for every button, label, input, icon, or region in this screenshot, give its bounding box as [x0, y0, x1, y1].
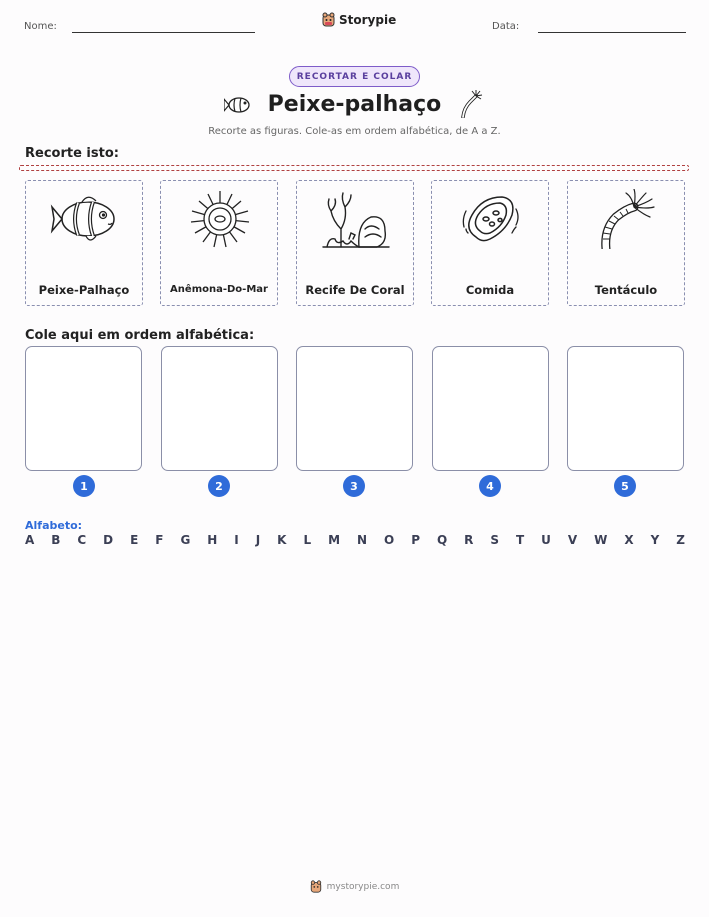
alphabet-row	[25, 533, 685, 547]
footer-url[interactable]: mystorypie.com	[326, 881, 400, 892]
alphabet-letter: P	[411, 533, 420, 547]
card-label: Peixe-Palhaço	[38, 283, 130, 297]
alphabet-letter: Q	[436, 533, 448, 547]
paste-box-2[interactable]	[161, 346, 278, 471]
card-label: Recife De Coral	[305, 283, 405, 297]
brand-logo	[322, 12, 396, 27]
alphabet-label: Alfabeto:	[25, 519, 83, 532]
alphabet-letter: B	[51, 533, 61, 547]
paste-box-1[interactable]	[25, 346, 142, 471]
tentacle-icon	[592, 189, 662, 249]
alphabet-letter: T	[515, 533, 525, 547]
alphabet-letter: D	[103, 533, 114, 547]
storypie-mascot-icon	[310, 880, 322, 893]
alphabet-letter: K	[277, 533, 287, 547]
alphabet-letter: F	[155, 533, 164, 547]
food-icon	[456, 189, 526, 249]
position-number: 1	[73, 475, 95, 497]
cutout-card-recife-de-coral[interactable]	[296, 180, 414, 306]
paste-box-3[interactable]	[296, 346, 413, 471]
alphabet-letter: V	[567, 533, 578, 547]
position-number: 5	[614, 475, 636, 497]
card-label: Anêmona-Do-Mar	[170, 284, 268, 295]
name-line[interactable]	[72, 32, 255, 33]
storypie-mascot-icon	[322, 12, 335, 27]
paste-section-label: Cole aqui em ordem alfabética:	[25, 328, 255, 343]
alphabet-letter: U	[541, 533, 551, 547]
name-label: Nome:	[24, 21, 57, 32]
alphabet-letter: X	[624, 533, 634, 547]
alphabet-letter: J	[255, 533, 261, 547]
activity-type-badge: RECORTAR E COLAR	[289, 66, 420, 87]
alphabet-letter: E	[130, 533, 139, 547]
tentacle-title-icon	[458, 90, 484, 118]
cutout-card-peixe-palhaco[interactable]	[25, 180, 143, 306]
alphabet-letter: M	[328, 533, 341, 547]
footer	[0, 880, 709, 893]
alphabet-letter: C	[77, 533, 87, 547]
date-label: Data:	[492, 21, 520, 32]
position-number: 2	[208, 475, 230, 497]
coral-reef-icon	[321, 189, 391, 251]
alphabet-letter: A	[25, 533, 35, 547]
alphabet-letter: S	[490, 533, 499, 547]
alphabet-letter: H	[207, 533, 218, 547]
alphabet-letter: R	[464, 533, 474, 547]
cutout-card-comida[interactable]	[431, 180, 549, 306]
alphabet-letter: G	[180, 533, 191, 547]
cut-line	[19, 165, 689, 171]
brand-name: Storypie	[339, 12, 397, 27]
cutout-card-tentaculo[interactable]	[567, 180, 685, 306]
alphabet-letter: L	[303, 533, 312, 547]
alphabet-letter: O	[384, 533, 395, 547]
paste-box-5[interactable]	[567, 346, 684, 471]
clownfish-icon	[50, 189, 120, 249]
date-line[interactable]	[538, 32, 686, 33]
alphabet-letter: Z	[676, 533, 685, 547]
alphabet-letter: Y	[650, 533, 660, 547]
card-label: Tentáculo	[594, 283, 658, 297]
instructions: Recorte as figuras. Cole-as em ordem alfabética, de A a Z.	[208, 126, 501, 137]
sea-anemone-icon	[185, 189, 255, 249]
alphabet-letter: N	[357, 533, 368, 547]
paste-box-4[interactable]	[432, 346, 549, 471]
position-number: 3	[343, 475, 365, 497]
cut-section-label: Recorte isto:	[25, 146, 119, 161]
page-title: Peixe-palhaço	[267, 92, 442, 117]
card-label: Comida	[465, 283, 515, 297]
cutout-card-anemona-do-mar[interactable]	[160, 180, 278, 306]
position-number: 4	[479, 475, 501, 497]
alphabet-letter: I	[234, 533, 239, 547]
alphabet-letter: W	[594, 533, 608, 547]
